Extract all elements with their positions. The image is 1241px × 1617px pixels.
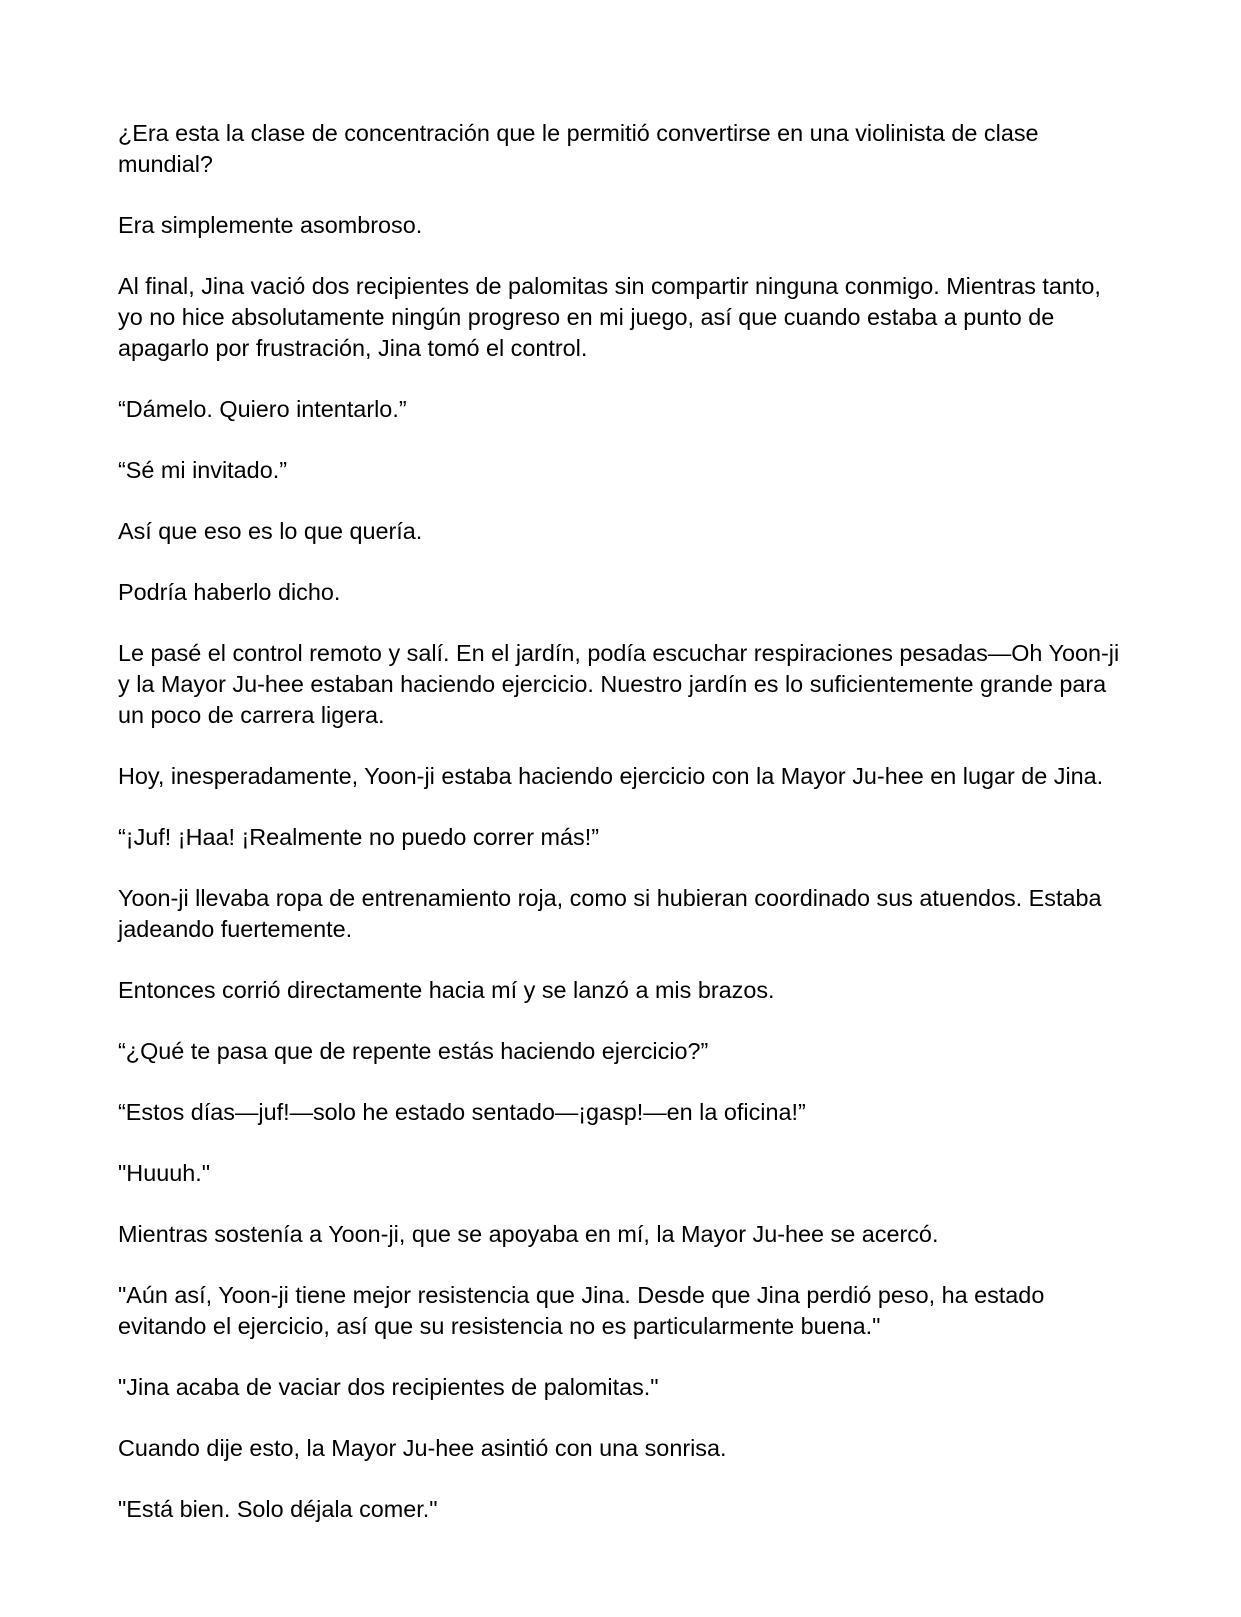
paragraph: Entonces corrió directamente hacia mí y se lanzó a mis brazos. (118, 977, 775, 1003)
paragraph: “Sé mi invitado.” (118, 457, 287, 483)
paragraph: Así que eso es lo que quería. (118, 518, 423, 544)
paragraph: "Aún así, Yoon-ji tiene mejor resistencia que Jina. Desde que Jina perdió peso, ha estado evitando el ejercicio, así que su resistencia no es particularmente buena." (118, 1282, 1045, 1339)
document-body (118, 118, 1123, 1555)
paragraph: "Jina acaba de vaciar dos recipientes de palomitas." (118, 1374, 659, 1400)
paragraph: ¿Era esta la clase de concentración que le permitió convertirse en una violinista de clase mundial? (118, 120, 1039, 177)
paragraph: "Está bien. Solo déjala comer." (118, 1496, 438, 1522)
paragraph: “Dámelo. Quiero intentarlo.” (118, 396, 407, 422)
paragraph: Yoon-ji llevaba ropa de entrenamiento roja, como si hubieran coordinado sus atuendos. Estaba jadeando fuertemente. (118, 885, 1102, 942)
paragraph: Al final, Jina vació dos recipientes de palomitas sin compartir ninguna conmigo. Mientras tanto, yo no hice absolutamente ningún progreso en mi juego, así que cuando estaba a punto de apagarlo por frustración, Jina tomó el control. (118, 273, 1101, 361)
paragraph: Cuando dije esto, la Mayor Ju-hee asintió con una sonrisa. (118, 1435, 727, 1461)
paragraph: Podría haberlo dicho. (118, 579, 341, 605)
paragraph: Le pasé el control remoto y salí. En el jardín, podía escuchar respiraciones pesadas—Oh Yoon-ji y la Mayor Ju-hee estaban haciendo ejercicio. Nuestro jardín es lo suficientemente grande para un poco de carrera ligera. (118, 640, 1120, 728)
paragraph: Mientras sostenía a Yoon-ji, que se apoyaba en mí, la Mayor Ju-hee se acercó. (118, 1221, 939, 1247)
paragraph: “¡Juf! ¡Haa! ¡Realmente no puedo correr más!” (118, 824, 599, 850)
paragraph: Hoy, inesperadamente, Yoon-ji estaba haciendo ejercicio con la Mayor Ju-hee en lugar de Jina. (118, 763, 1104, 789)
paragraph: “¿Qué te pasa que de repente estás haciendo ejercicio?” (118, 1038, 709, 1064)
paragraph: "Huuuh." (118, 1160, 211, 1186)
paragraph: “Estos días—juf!—solo he estado sentado—¡gasp!—en la oficina!” (118, 1099, 806, 1125)
paragraph: Era simplemente asombroso. (118, 212, 423, 238)
